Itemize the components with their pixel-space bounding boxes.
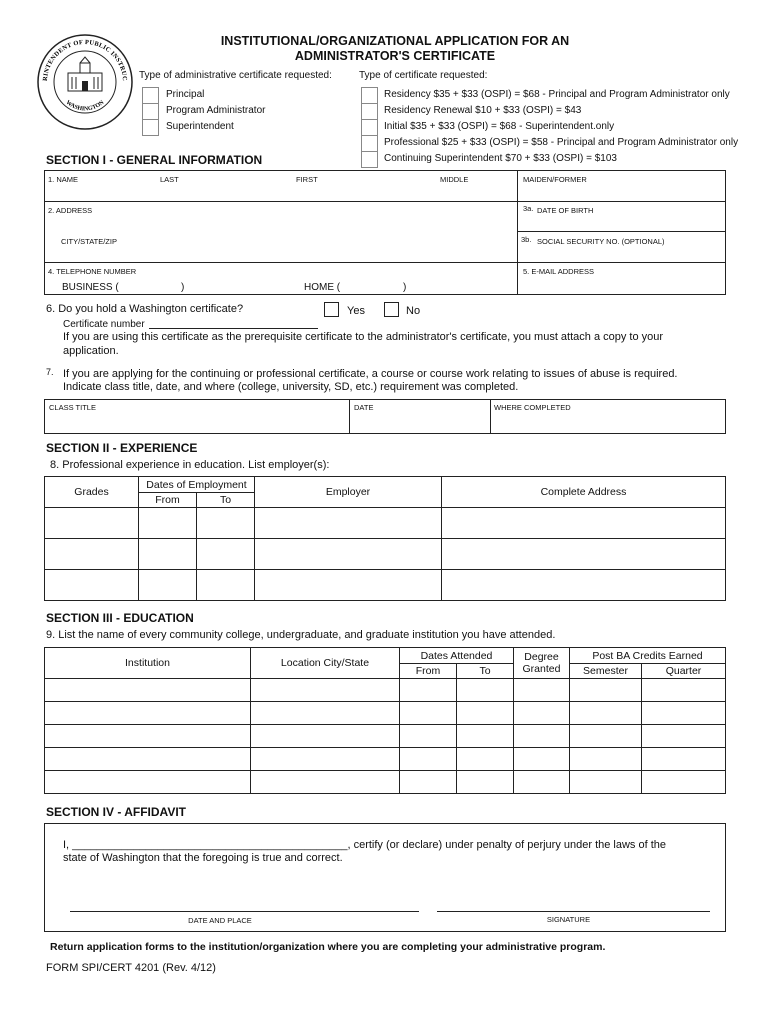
location-cell[interactable]: [251, 748, 400, 771]
initial-checkbox[interactable]: [361, 119, 378, 136]
table-row: [45, 771, 726, 794]
q7-line1: If you are applying for the continuing or professional certificate, a course or course work relating to issues of abuse is required.: [63, 368, 678, 380]
semester-cell[interactable]: [570, 771, 642, 794]
professional-label: Professional $25 + $33 (OSPI) = $58 - Principal and Program Administrator only: [384, 137, 739, 148]
degree-cell[interactable]: [514, 702, 570, 725]
affidavit-line1: I, _____________________________________________, certify (or declare) under penalty of perjury under the laws of the: [63, 839, 667, 851]
yes-checkbox[interactable]: [324, 302, 339, 317]
email-field[interactable]: [520, 276, 724, 293]
certificate-number-field[interactable]: [149, 328, 318, 329]
address-cell[interactable]: [442, 539, 726, 570]
superintendent-label: Superintendent: [166, 121, 234, 132]
granted-label: Granted: [522, 663, 561, 675]
svg-text:WASHINGTON: WASHINGTON: [64, 99, 106, 113]
dob-field[interactable]: [520, 214, 724, 230]
from-cell[interactable]: [139, 570, 197, 601]
table-row: [45, 508, 726, 539]
from-cell[interactable]: [400, 679, 457, 702]
quarter-header: Quarter: [642, 664, 726, 679]
dob-number: 3a.: [523, 204, 534, 213]
to-cell[interactable]: [197, 539, 255, 570]
from-cell[interactable]: [400, 748, 457, 771]
admin-type-heading: Type of administrative certificate requested:: [139, 70, 332, 81]
maiden-name-label: MAIDEN/FORMER: [523, 175, 587, 184]
city-state-zip-field[interactable]: [46, 246, 514, 261]
q6-question: 6. Do you hold a Washington certificate?: [46, 303, 244, 315]
table-row: [45, 748, 726, 771]
address-cell[interactable]: [442, 508, 726, 539]
middle-name-label: MIDDLE: [440, 175, 469, 184]
certificate-number-label: Certificate number: [63, 319, 145, 330]
grades-cell[interactable]: [45, 570, 139, 601]
form-id: FORM SPI/CERT 4201 (Rev. 4/12): [46, 962, 216, 974]
complete-address-header: Complete Address: [442, 477, 726, 508]
dates-employment-header: Dates of Employment: [139, 477, 255, 493]
from-header: From: [400, 664, 457, 679]
from-cell[interactable]: [400, 725, 457, 748]
business-phone-label: BUSINESS (: [62, 282, 119, 293]
continuing-superintendent-label: Continuing Superintendent $70 + $33 (OSPI) = $103: [384, 153, 617, 164]
quarter-cell[interactable]: [642, 771, 726, 794]
employer-cell[interactable]: [255, 570, 442, 601]
employer-cell[interactable]: [255, 508, 442, 539]
degree-granted-header: [514, 648, 570, 679]
to-cell[interactable]: [197, 508, 255, 539]
to-header: To: [197, 493, 255, 508]
institution-cell[interactable]: [45, 679, 251, 702]
from-cell[interactable]: [400, 771, 457, 794]
where-completed-field[interactable]: [492, 413, 724, 432]
continuing-superintendent-checkbox[interactable]: [361, 151, 378, 168]
q8-question: 8. Professional experience in education. List employer(s):: [50, 459, 330, 471]
quarter-cell[interactable]: [642, 725, 726, 748]
section4-title: SECTION IV - AFFIDAVIT: [46, 805, 186, 819]
first-name-label: FIRST: [296, 175, 318, 184]
signature-label: SIGNATURE: [546, 915, 591, 924]
grades-cell[interactable]: [45, 508, 139, 539]
date-label: DATE: [354, 403, 374, 412]
post-ba-credits-header: Post BA Credits Earned: [570, 648, 726, 664]
home-phone-close: ): [403, 282, 407, 293]
section1-title: SECTION I - GENERAL INFORMATION: [46, 153, 263, 167]
yes-label: Yes: [347, 305, 365, 317]
education-table: [44, 647, 726, 794]
last-name-label: LAST: [160, 175, 179, 184]
residency-renewal-checkbox[interactable]: [361, 103, 378, 120]
location-header: Location City/State: [251, 648, 400, 679]
business-phone-close: ): [181, 282, 185, 293]
name-field[interactable]: [46, 184, 514, 200]
semester-cell[interactable]: [570, 702, 642, 725]
residency-checkbox[interactable]: [361, 87, 378, 104]
address-label: 2. ADDRESS: [48, 206, 93, 215]
institution-header: Institution: [45, 648, 251, 679]
address-field[interactable]: [46, 214, 514, 230]
professional-checkbox[interactable]: [361, 135, 378, 152]
where-completed-label: WHERE COMPLETED: [494, 403, 571, 412]
program-admin-label: Program Administrator: [166, 105, 266, 116]
semester-cell[interactable]: [570, 679, 642, 702]
residency-label: Residency $35 + $33 (OSPI) = $68 - Principal and Program Administrator only: [384, 89, 730, 100]
return-instructions: Return application forms to the institution/organization where you are completing your administrative program.: [50, 941, 606, 953]
date-place-label: DATE AND PLACE: [188, 916, 252, 925]
table-row: [45, 679, 726, 702]
superintendent-checkbox[interactable]: [142, 119, 159, 136]
to-cell[interactable]: [457, 702, 514, 725]
to-header: To: [457, 664, 514, 679]
city-state-zip-label: CITY/STATE/ZIP: [61, 237, 117, 246]
degree-cell[interactable]: [514, 725, 570, 748]
residency-renewal-label: Residency Renewal $10 + $33 (OSPI) = $43: [384, 105, 582, 116]
to-cell[interactable]: [457, 725, 514, 748]
institution-cell[interactable]: [45, 748, 251, 771]
table-row: [45, 725, 726, 748]
institution-cell[interactable]: [45, 702, 251, 725]
principal-label: Principal: [166, 89, 205, 100]
course-date-field[interactable]: [351, 413, 488, 432]
to-cell[interactable]: [197, 570, 255, 601]
email-label: 5. E-MAIL ADDRESS: [523, 267, 594, 276]
employer-header: Employer: [255, 477, 442, 508]
home-phone-label: HOME (: [304, 282, 341, 293]
class-title-label: CLASS TITLE: [49, 403, 96, 412]
semester-cell[interactable]: [570, 748, 642, 771]
home-phone-field[interactable]: [347, 281, 402, 294]
date-place-field[interactable]: [70, 911, 419, 912]
table-row: [45, 570, 726, 601]
table-row: [45, 702, 726, 725]
semester-cell[interactable]: [570, 725, 642, 748]
q6-note-line1: If you are using this certificate as the prerequisite certificate to the administrator's certificate, you must attach a copy to your: [63, 331, 664, 343]
telephone-label: 4. TELEPHONE NUMBER: [48, 267, 137, 276]
grades-header: Grades: [45, 477, 139, 508]
quarter-cell[interactable]: [642, 748, 726, 771]
table-row: [45, 539, 726, 570]
semester-header: Semester: [570, 664, 642, 679]
quarter-cell[interactable]: [642, 679, 726, 702]
to-cell[interactable]: [457, 679, 514, 702]
cert-type-heading: Type of certificate requested:: [359, 70, 488, 81]
grades-cell[interactable]: [45, 539, 139, 570]
location-cell[interactable]: [251, 725, 400, 748]
to-cell[interactable]: [457, 748, 514, 771]
from-cell[interactable]: [139, 508, 197, 539]
q7-line2: Indicate class title, date, and where (college, university, SD, etc.) requirement was completed.: [63, 381, 519, 393]
degree-cell[interactable]: [514, 771, 570, 794]
ssn-number: 3b.: [521, 235, 532, 244]
form-title-line2: ADMINISTRATOR'S CERTIFICATE: [294, 49, 496, 63]
from-header: From: [139, 493, 197, 508]
ssn-field[interactable]: [520, 246, 724, 261]
institution-cell[interactable]: [45, 725, 251, 748]
address-cell[interactable]: [442, 570, 726, 601]
business-phone-field[interactable]: [125, 281, 180, 294]
no-label: No: [406, 305, 421, 317]
degree-cell[interactable]: [514, 679, 570, 702]
form-title-line1: INSTITUTIONAL/ORGANIZATIONAL APPLICATION FOR AN: [220, 34, 570, 48]
section3-title: SECTION III - EDUCATION: [46, 611, 194, 625]
from-cell[interactable]: [400, 702, 457, 725]
signature-field[interactable]: [437, 911, 710, 912]
dob-label: DATE OF BIRTH: [537, 206, 594, 215]
location-cell[interactable]: [251, 702, 400, 725]
experience-table: [44, 476, 726, 601]
program-admin-checkbox[interactable]: [142, 103, 159, 120]
to-cell[interactable]: [457, 771, 514, 794]
maiden-name-field[interactable]: [520, 184, 724, 200]
institution-cell[interactable]: [45, 771, 251, 794]
dates-attended-header: Dates Attended: [400, 648, 514, 664]
affidavit-line2: state of Washington that the foregoing is true and correct.: [63, 852, 343, 864]
q7-number: 7.: [46, 367, 54, 377]
svg-text:SUPERINTENDENT OF PUBLIC INSTR: RINTENDENT OF PUBLIC INSTRUC: [41, 38, 129, 82]
section2-title: SECTION II - EXPERIENCE: [46, 441, 198, 455]
initial-label: Initial $35 + $33 (OSPI) = $68 - Superintendent.only: [384, 121, 615, 132]
degree-cell[interactable]: [514, 748, 570, 771]
no-checkbox[interactable]: [384, 302, 399, 317]
quarter-cell[interactable]: [642, 702, 726, 725]
class-title-field[interactable]: [46, 413, 347, 432]
from-cell[interactable]: [139, 539, 197, 570]
q6-note-line2: application.: [63, 345, 119, 357]
location-cell[interactable]: [251, 771, 400, 794]
q9-question: 9. List the name of every community college, undergraduate, and graduate institution you have attended.: [46, 629, 556, 641]
name-label: 1. NAME: [48, 175, 79, 184]
principal-checkbox[interactable]: [142, 87, 159, 104]
degree-label: Degree: [524, 651, 559, 663]
location-cell[interactable]: [251, 679, 400, 702]
employer-cell[interactable]: [255, 539, 442, 570]
ssn-label: SOCIAL SECURITY NO. (OPTIONAL): [537, 237, 665, 246]
